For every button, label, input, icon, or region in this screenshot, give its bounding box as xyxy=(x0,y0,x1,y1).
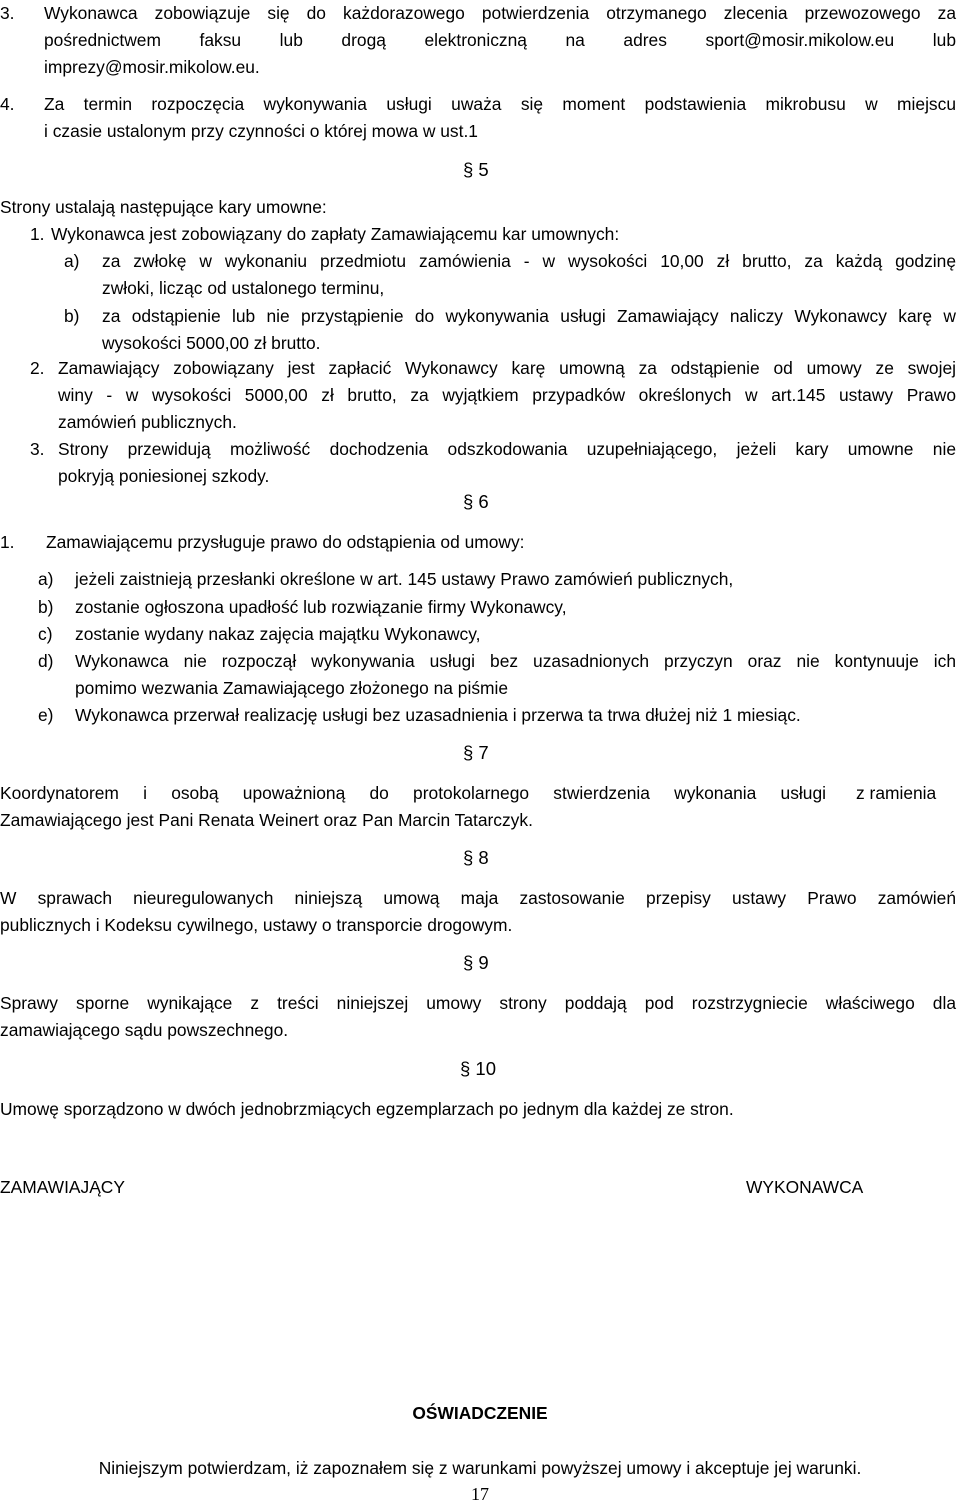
item-4-line-2: i czasie ustalonym przy czynności o której mowa w ust.1 xyxy=(44,121,478,141)
s5-a-label: a) xyxy=(64,251,80,271)
s5-p2-line-3: zamówień publicznych. xyxy=(58,412,237,432)
s6-d-line-2: pomimo wezwania Zamawiającego złożonego na piśmie xyxy=(75,678,509,698)
s6-e-text: Wykonawca przerwał realizację usługi bez uzasadnienia i przerwa ta trwa dłużej niż 1 miesiąc. xyxy=(75,705,801,725)
s5-b-line-1: za odstąpienie lub nie przystąpienie do wykonywania usługi Zamawiający naliczy Wykonawcy karę w xyxy=(102,306,956,326)
item-3-line-3: imprezy@mosir.mikolow.eu. xyxy=(44,57,260,77)
s6-c-label: c) xyxy=(38,624,53,644)
s6-a-text: jeżeli zaistnieją przesłanki określone w art. 145 ustawy Prawo zamówień publicznych, xyxy=(75,569,734,589)
s7-line-2: Zamawiającego jest Pani Renata Weinert oraz Pan Marcin Tatarczyk. xyxy=(0,810,533,830)
s6-d-line-1: Wykonawca nie rozpoczął wykonywania usługi bez uzasadnionych przyczyn oraz nie kontynuuje ich xyxy=(75,651,956,671)
section-5-heading: § 5 xyxy=(463,159,489,180)
s5-p1-text: Wykonawca jest zobowiązany do zapłaty Zamawiającemu kar umownych: xyxy=(51,224,620,244)
s5-p2-number: 2. xyxy=(30,358,45,378)
s5-p3-line-2: pokryją poniesionej szkody. xyxy=(58,466,270,486)
section-8-heading: § 8 xyxy=(463,847,489,868)
section-7-heading: § 7 xyxy=(463,742,489,763)
signature-label-contractor: WYKONAWCA xyxy=(746,1177,864,1197)
item-3-line-1: Wykonawca zobowiązuje się do każdorazowego potwierdzenia otrzymanego zlecenia przewozowego za xyxy=(44,3,956,23)
s6-b-text: zostanie ogłoszona upadłość lub rozwiązanie firmy Wykonawcy, xyxy=(75,597,567,617)
s6-a-label: a) xyxy=(38,569,54,589)
section-6-heading: § 6 xyxy=(463,491,489,512)
s6-e-label: e) xyxy=(38,705,54,725)
section-9-heading: § 9 xyxy=(463,952,489,973)
statement-title: OŚWIADCZENIE xyxy=(412,1403,548,1423)
s5-p2-line-1: Zamawiający zobowiązany jest zapłacić Wykonawcy karę umowną za odstąpienie od umowy ze swojej xyxy=(58,358,956,378)
s5-p3-line-1: Strony przewidują możliwość dochodzenia odszkodowania uzupełniającego, jeżeli kary umowne nie xyxy=(58,439,956,459)
s5-p2-line-2: winy - w wysokości 5000,00 zł brutto, za wyjątkiem przypadków określonych w art.145 ustawy Prawo xyxy=(58,385,956,405)
s9-line-2: zamawiającego sądu powszechnego. xyxy=(0,1020,289,1040)
s7-line-1-tail: z ramienia xyxy=(856,783,937,803)
s8-line-2: publicznych i Kodeksu cywilnego, ustawy o transporcie drogowym. xyxy=(0,915,513,935)
item-3-number: 3. xyxy=(0,3,15,23)
s6-c-text: zostanie wydany nakaz zajęcia majątku Wykonawcy, xyxy=(75,624,481,644)
s6-b-label: b) xyxy=(38,597,54,617)
item-4-line-1: Za termin rozpoczęcia wykonywania usługi uważa się moment podstawienia mikrobusu w miejscu xyxy=(44,94,956,114)
s10-line-1: Umowę sporządzono w dwóch jednobrzmiących egzemplarzach po jednym dla każdej ze stron. xyxy=(0,1099,734,1119)
item-4-number: 4. xyxy=(0,94,15,114)
s5-b-line-2: wysokości 5000,00 zł brutto. xyxy=(102,333,321,353)
page-number: 17 xyxy=(471,1484,489,1504)
item-3-line-2: pośrednictwem faksu lub drogą elektroniczną na adres sport@mosir.mikolow.eu lub xyxy=(44,30,956,50)
s5-b-label: b) xyxy=(64,306,80,326)
section-5-intro: Strony ustalają następujące kary umowne: xyxy=(0,197,327,217)
s5-a-line-2: zwłoki, licząc od ustalonego terminu, xyxy=(102,278,385,298)
s7-line-1: Koordynatorem i osobą upoważnioną do protokolarnego stwierdzenia wykonania usługi xyxy=(0,783,826,803)
s5-a-line-1: za zwłokę w wykonaniu przedmiotu zamówienia - w wysokości 10,00 zł brutto, za każdą godzinę xyxy=(102,251,956,271)
signature-label-ordering-party: ZAMAWIAJĄCY xyxy=(0,1177,125,1197)
s5-p1-number: 1. xyxy=(30,224,45,244)
statement-text: Niniejszym potwierdzam, iż zapoznałem się z warunkami powyższej umowy i akceptuje jej warunki. xyxy=(98,1458,862,1478)
s6-p1-text: Zamawiającemu przysługuje prawo do odstąpienia od umowy: xyxy=(46,532,525,552)
s5-p3-number: 3. xyxy=(30,439,45,459)
s9-line-1: Sprawy sporne wynikające z treści niniejszej umowy strony poddają pod rozstrzygniecie właściwego dla xyxy=(0,993,956,1013)
section-10-heading: § 10 xyxy=(460,1058,497,1079)
s6-d-label: d) xyxy=(38,651,54,671)
s8-line-1: W sprawach nieuregulowanych niniejszą umową maja zastosowanie przepisy ustawy Prawo zamówień xyxy=(0,888,956,908)
s6-p1-number: 1. xyxy=(0,532,15,552)
